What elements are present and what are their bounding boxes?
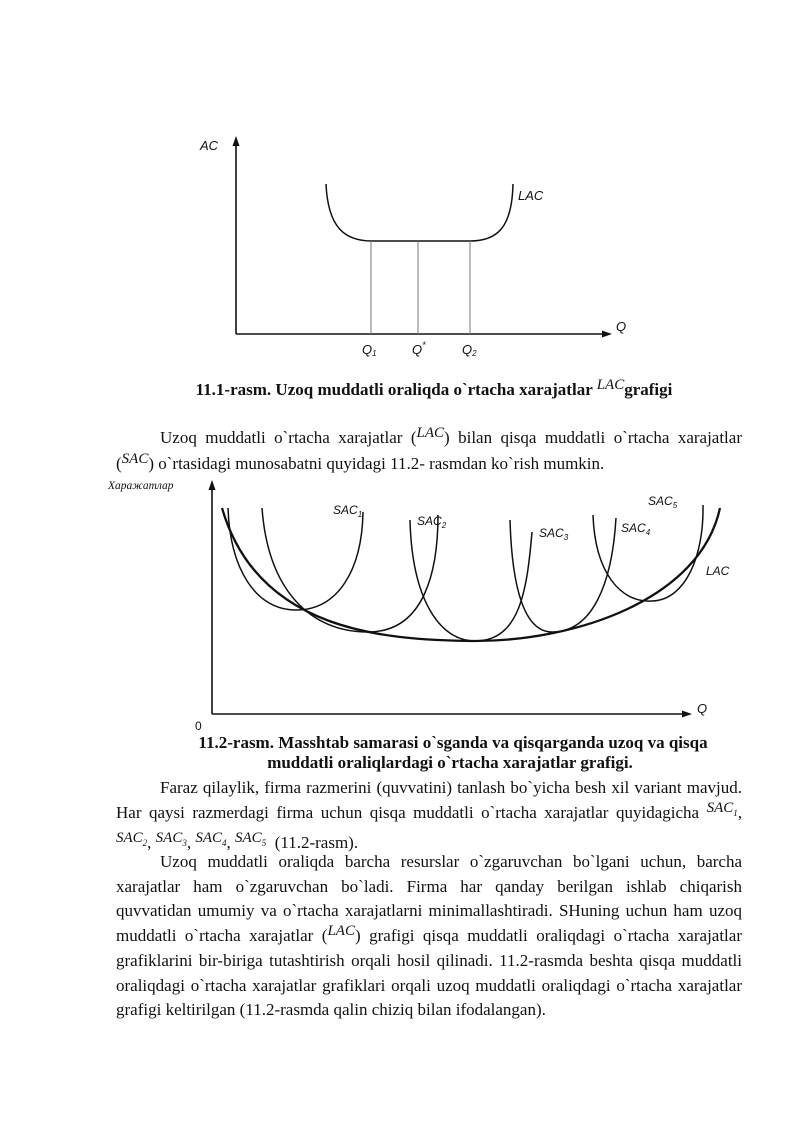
figure-11-1 <box>0 0 800 370</box>
caption-line-2: muddatli oraliqlardagi o`rtacha xarajatlar grafigi. <box>267 753 633 772</box>
sac2-symbol: $SAC_2$ <box>116 830 148 848</box>
lac-curve <box>326 184 513 241</box>
y-axis-label: Харажатлар <box>108 480 174 492</box>
paragraph-explanation: Uzoq muddatli oraliqda barcha resurslar o`zgaruvchan bo`lgani uchun, barcha xarajatlar ham o`zgaruvchan bo`ladi. Firma har qanday berilgan ishlab chiqarish quvvatidan umumiy va o`rtacha xarajatlarni minimallashtiradi. SHuning uchun ham uzoq muddatli o`rtacha xarajatlar (LAC) grafigi qisqa muddatli oraliqdagi o`rtacha xarajatlar grafiklarini bir-biriga tutashtirish orqali hosil qilinadi. 11.2-rasmda beshta qisqa muddatli oraliqdagi o`rtacha xarajatlar grafiklari orqali uzoq muddatli oraliqdagi o`rtacha xarajatlar grafigi keltirilgan (11.2-rasmda qalin chiziq bilan ifodalangan). <box>116 852 742 1019</box>
figure-caption-11-1 <box>0 377 800 400</box>
sac1-curve <box>228 508 363 610</box>
lac-label: LAC <box>706 564 730 578</box>
sac3-symbol: $SAC_3$ <box>155 830 187 848</box>
figure-11-2 <box>0 460 800 740</box>
origin-label: 0 <box>195 719 202 733</box>
paragraph-intro: Uzoq muddatli o`rtacha xarajatlar (LAC) bilan qisqa muddatli o`rtacha xarajatlar (SAC) o`rtasidagi munosabatni quyidagi 11.2- rasmdan ko`rish mumkin. <box>116 425 742 473</box>
lac-symbol: LAC <box>327 922 355 939</box>
sac2-label: $SAC_2$ <box>417 514 447 530</box>
tick-q1: Q1 <box>362 342 377 358</box>
tick-q2: Q2 <box>462 342 477 358</box>
caption-text: 11.1-rasm. Uzoq muddatli oraliqda o`rtacha xarajatlar <box>195 380 593 399</box>
lac-label: LAC <box>518 188 544 203</box>
lac-symbol: LAC <box>416 425 445 441</box>
sac2-curve <box>262 508 438 632</box>
y-axis-arrow <box>233 136 240 146</box>
caption-suffix: grafigi <box>624 380 673 399</box>
sac3-label: $SAC_3$ <box>539 526 569 542</box>
paragraph-variants: Faraz qilaylik, firma razmerini (quvvatini) tanlash bo`yicha besh xil variant mavjud. Har qaysi razmerdagi firma uchun qisqa muddatli o`rtacha xarajatlar quyidagicha $SAC_1$, $SAC_2$, $SAC_3$, $SAC_4$, $SAC_5$ (11.2-rasm). <box>116 778 743 852</box>
sac5-symbol: $SAC_5$ <box>235 830 267 848</box>
caption-line-1: 11.2-rasm. Masshtab samarasi o`sganda va qisqarganda uzoq va qisqa <box>198 733 708 752</box>
sac-symbol: SAC <box>121 450 149 467</box>
x-axis-label: Q <box>697 701 708 716</box>
sac4-symbol: $SAC_4$ <box>195 830 227 848</box>
x-axis-arrow <box>602 331 612 338</box>
sac1-label: $SAC_1$ <box>333 503 363 519</box>
x-axis-label: Q <box>616 319 627 334</box>
tick-qstar: Q* <box>412 340 426 357</box>
y-axis-arrow <box>209 480 216 490</box>
sac5-curve <box>593 505 703 601</box>
x-axis-arrow <box>682 711 692 718</box>
sac5-label: $SAC_5$ <box>648 494 678 510</box>
sac3-curve <box>410 520 532 641</box>
sac4-label: $SAC_4$ <box>621 521 651 537</box>
y-axis-label: AC <box>200 138 219 153</box>
sac1-symbol: $SAC_1$ <box>706 799 738 818</box>
caption-symbol: LAC <box>596 377 625 393</box>
figure-caption-11-2 <box>0 733 800 773</box>
